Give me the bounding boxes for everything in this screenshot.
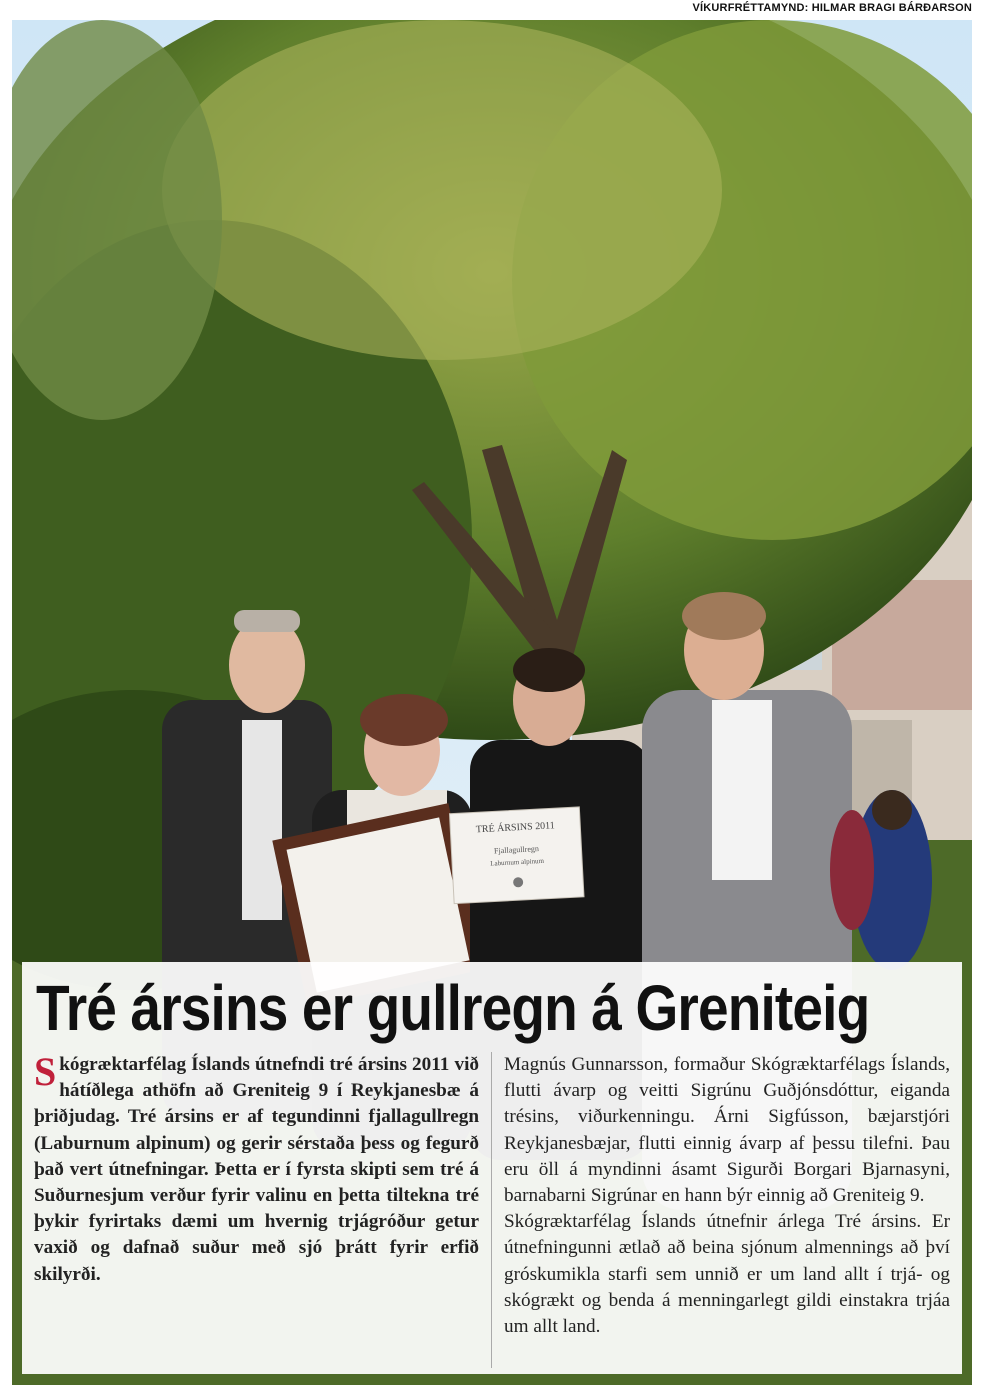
- article-panel: [22, 962, 962, 1374]
- certificate-line2: Laburnum alpinum: [490, 856, 545, 868]
- lead-paragraph: [34, 1049, 479, 1288]
- photo-credit: VÍKURFRÉTTAMYND: HILMAR BRAGI BÁRÐARSON: [692, 2, 972, 14]
- paragraph-2: Magnús Gunnarsson, formaður Skógræktarfélags Íslands, flutti ávarp og veitti Sigrúnu Guðjónsdóttur, eiganda trésins, viðurkenningu. Árni Sigfússon, bæjarstjóri Reykjanesbæjar, flutti einnig ávarp af þessu tilefni. Þau eru öll á myndinni ásamt Sigurði Borgari Bjarnasyni, barnabarni Sigrúnar en hann býr einnig að Greniteig 9.: [504, 1054, 950, 1207]
- headline: Tré ársins er gullregn á Greniteig: [36, 972, 870, 1044]
- article-body: [34, 1049, 950, 1368]
- drop-cap: S: [34, 1049, 57, 1094]
- article-column-left: [34, 1049, 492, 1368]
- paragraph-3: Skógræktarfélag Íslands útnefnir árlega Tré ársins. Er útnefningunni ætlað að beina sjónum almennings að því gróskumikla starfi sem unnið er um land allt í trjá- og skógrækt og benda á menningarlegt gildi einstakra trjáa um allt land.: [504, 1211, 950, 1338]
- certificate-line1: Fjallagullregn: [493, 844, 540, 856]
- article-column-right: [492, 1052, 950, 1368]
- certificate-title: TRÉ ÁRSINS 2011: [475, 820, 556, 836]
- lead-text: kógræktarfélag Íslands útnefndi tré ársins 2011 við hátíðlega athöfn að Greniteig 9 í Reykjanesbæ á þriðjudag. Tré ársins er af tegundinni fjallagullregn (Laburnum alpinum) og gerir sérstaða þess og fegurð það vert útnefningar. Þetta er í fyrsta skipti sem tré á Suðurnesjum verður fyrir valinu en þetta tiltekna tré þykir fyrirtaks dæmi um hvernig trjágróður getur vaxið og dafnað suður með sjó þrátt fyrir erfið skilyrði.: [34, 1054, 479, 1285]
